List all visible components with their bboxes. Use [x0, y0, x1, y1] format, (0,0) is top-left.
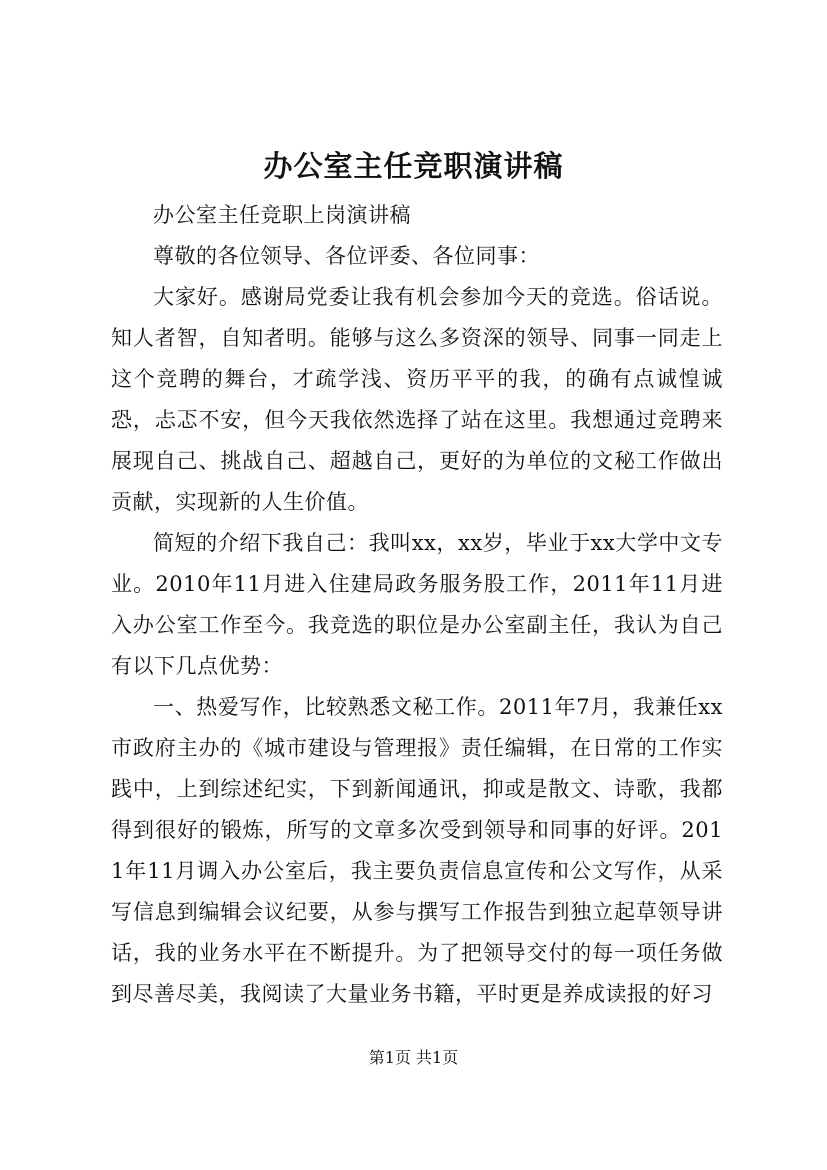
document-body — [111, 195, 723, 1015]
paragraph-subtitle: 办公室主任竞职上岗演讲稿 — [153, 203, 411, 227]
document-title: 办公室主任竞职演讲稿 — [263, 149, 564, 183]
paragraph-advantage-one: 一、热爱写作，比较熟悉文秘工作。2011年7月，我兼任xx市政府主办的《城市建设与管理报》责任编辑，在日常的工作实践中，上到综述纪实，下到新闻通讯，抑或是散文、诗歌，我都得到很好的锻炼，所写的文章多次受到领导和同事的好评。2011年11月调入办公室后，我主要负责信息宣传和公文写作，从采写信息到编辑会议纪要，从参与撰写工作报告到独立起草领导讲话，我的业务水平在不断提升。为了把领导交付的每一项任务做到尽善尽美，我阅读了大量业务书籍，平时更是养成读报的好习 — [111, 695, 723, 1006]
paragraph-salutation: 尊敬的各位领导、各位评委、各位同事： — [153, 244, 540, 268]
paragraph-self-introduction: 简短的介绍下我自己：我叫xx，xx岁，毕业于xx大学中文专业。2010年11月进入住建局政务服务股工作，2011年11月进入办公室工作至今。我竞选的职位是办公室副主任，我认为自己有以下几点优势： — [111, 531, 723, 678]
page-footer: 第1页 共1页 — [368, 1048, 459, 1067]
paragraph-greeting: 大家好。感谢局党委让我有机会参加今天的竞选。俗话说。知人者智，自知者明。能够与这么多资深的领导、同事一同走上这个竞聘的舞台，才疏学浅、资历平平的我，的确有点诚惶诚恐，忐忑不安，但今天我依然选择了站在这里。我想通过竞聘来展现自己、挑战自己、超越自己，更好的为单位的文秘工作做出贡献，实现新的人生价值。 — [111, 285, 723, 514]
